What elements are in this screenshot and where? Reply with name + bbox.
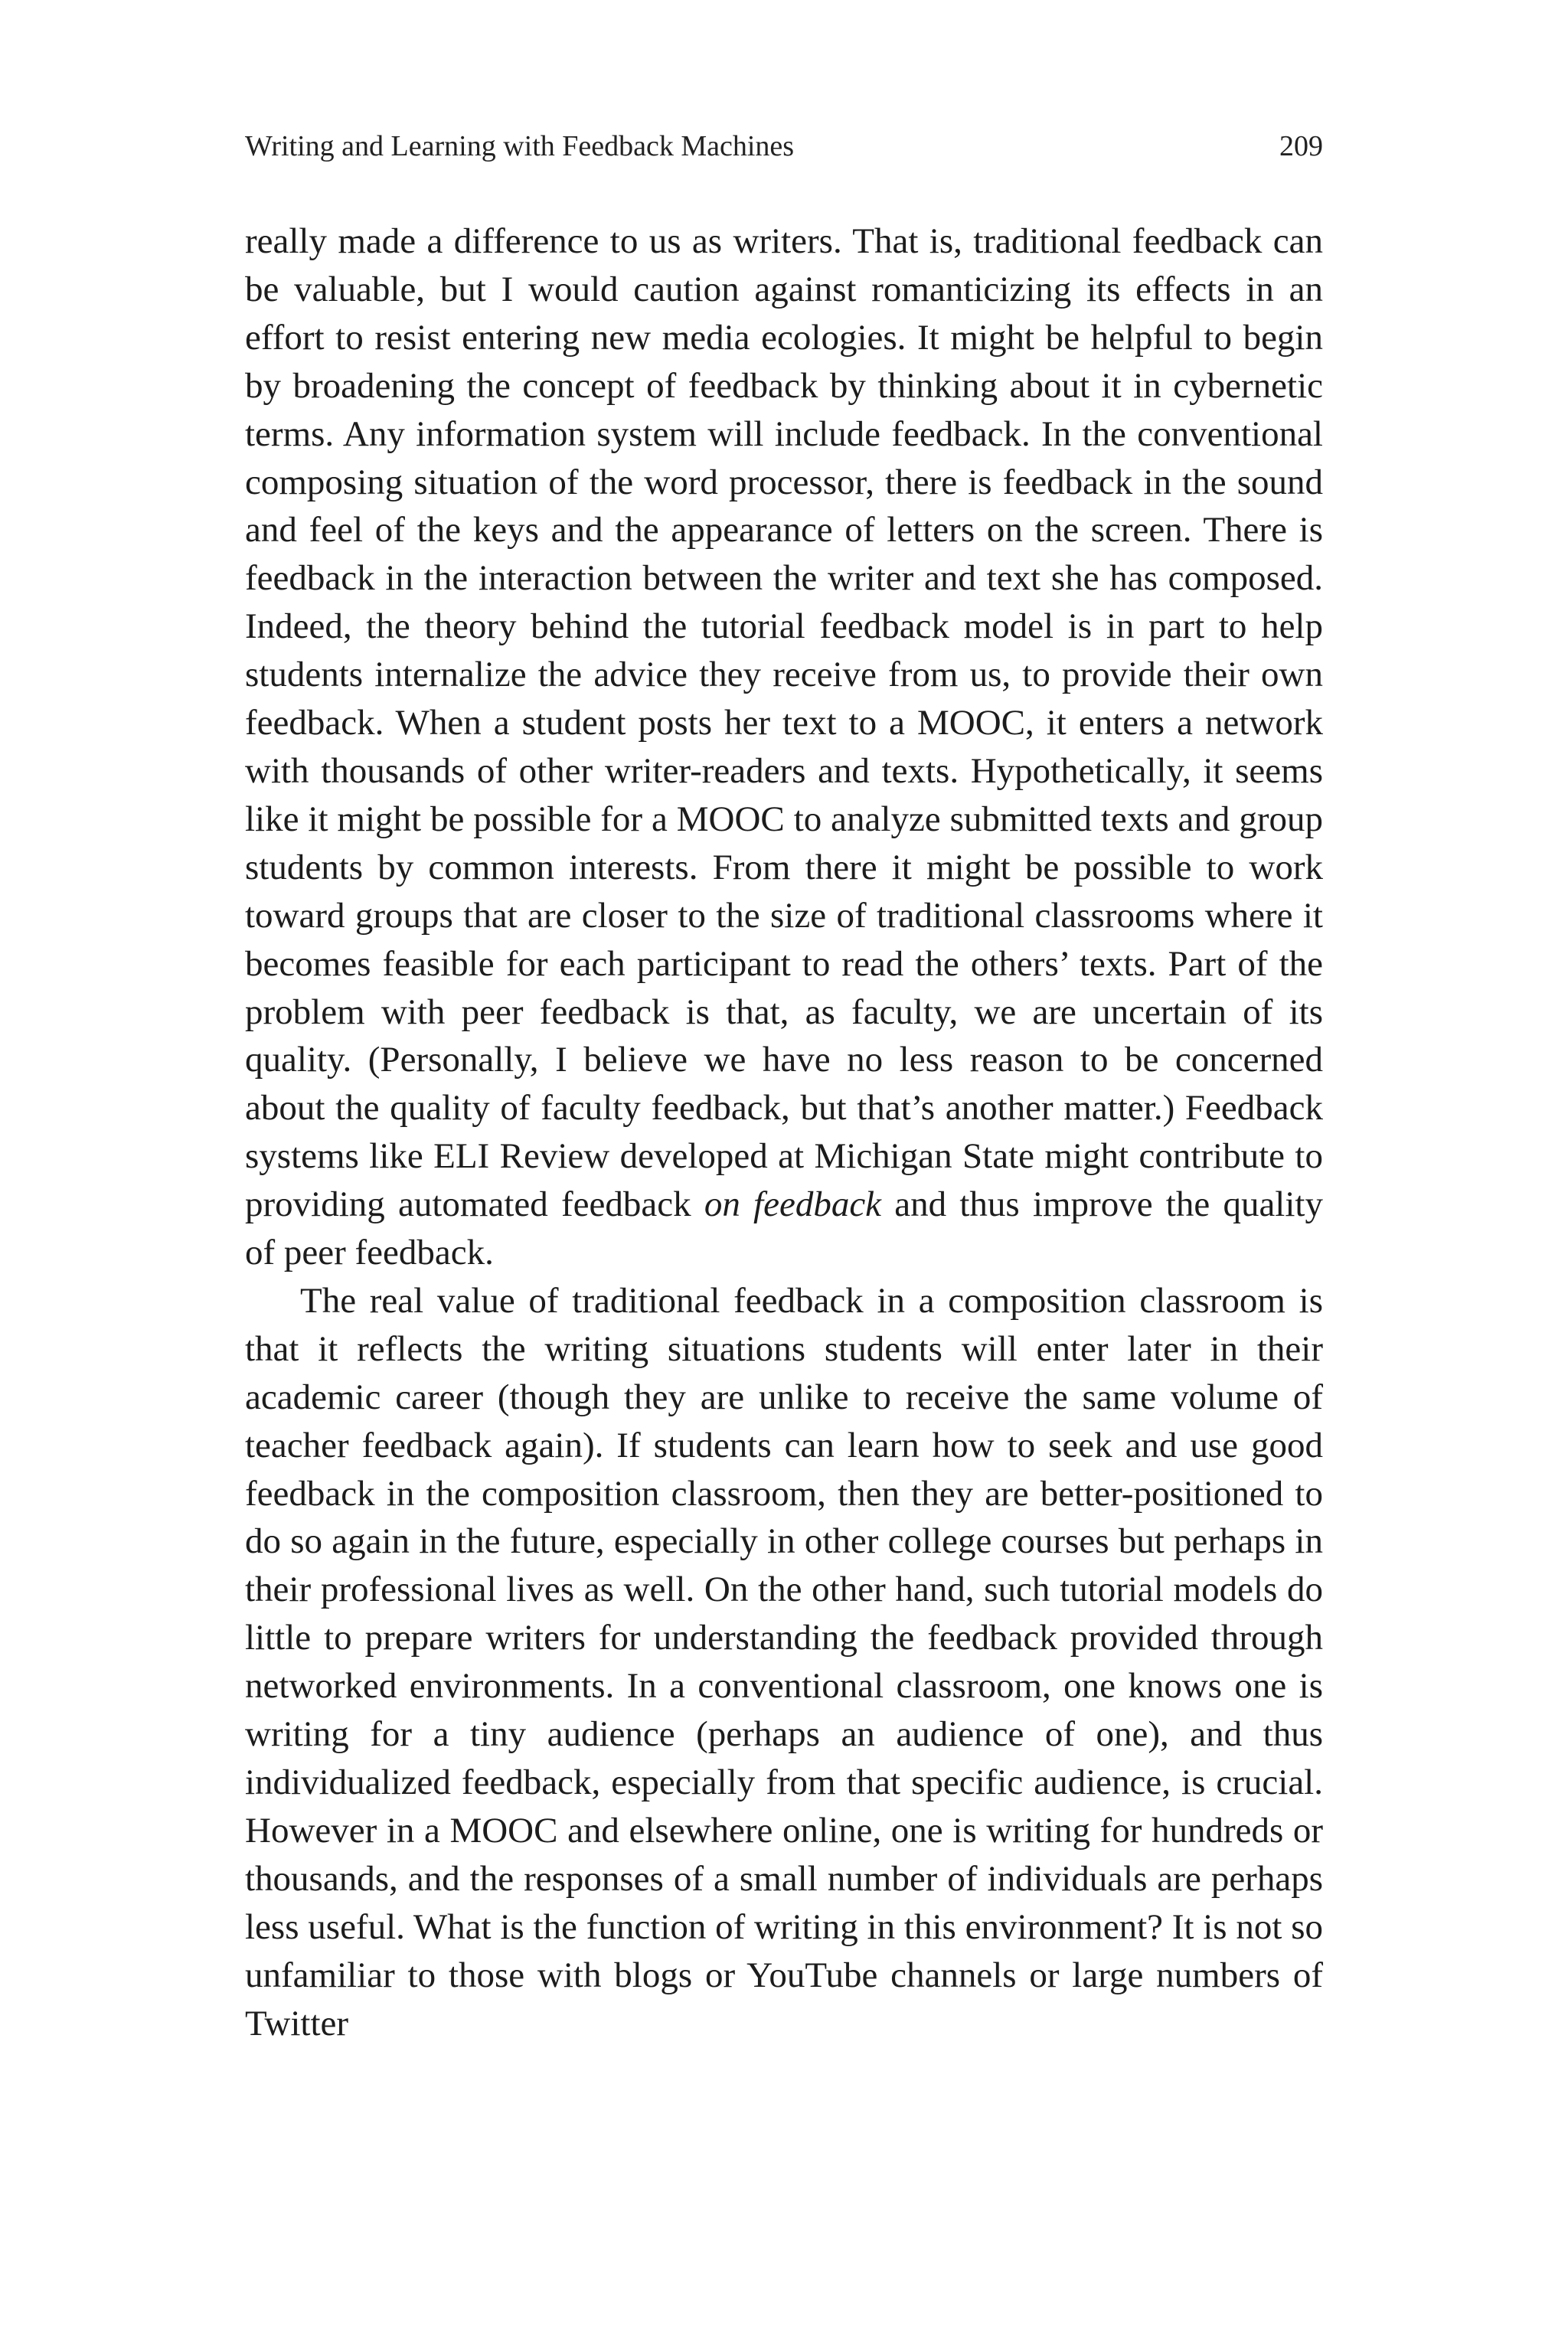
paragraph-1-text-end: and thus improve the quality of peer feedback.: [245, 1184, 1323, 1273]
paragraph-1: [245, 217, 1323, 1277]
running-head-title: Writing and Learning with Feedback Machines: [245, 130, 795, 162]
paragraph-1-emphasis: on feedback: [704, 1184, 882, 1225]
paragraph-2: The real value of traditional feedback in a composition classroom is that it reflects the writing situations students will enter later in their academic career (though they are unlike to receive the same volume of teacher feedback again). If students can learn how to seek and use good feedback in the composition classroom, then they are better-positioned to do so again in the future, especially in other college courses but perhaps in their professional lives as well. On the other hand, such tutorial models do little to prepare writers for understanding the feedback provided through networked environments. In a conventional classroom, one knows one is writing for a tiny audience (perhaps an audience of one), and thus individualized feedback, especially from that specific audience, is crucial. However in a MOOC and elsewhere online, one is writing for hundreds or thousands, and the responses of a small number of individuals are perhaps less useful. What is the function of writing in this environment? It is not so unfamiliar to those with blogs or YouTube channels or large numbers of Twitter: [245, 1280, 1323, 2043]
paragraph-1-text: really made a difference to us as writers. That is, traditional feedback can be valuable, but I would caution against romanticizing its effects in an effort to resist entering new media ecologies. It might be helpful to begin by broadening the concept of feedback by thinking about it in cybernetic terms. Any information system will include feedback. In the conventional composing situation of the word processor, there is feedback in the sound and feel of the keys and the appearance of letters on the screen. There is feedback in the interaction between the writer and text she has composed. Indeed, the theory behind the tutorial feedback model is in part to help students internalize the advice they receive from us, to provide their own feedback. When a student posts her text to a MOOC, it enters a network with thousands of other writer-readers and texts. Hypothetically, it seems like it might be possible for a MOOC to analyze submitted texts and group students by common interests. From there it might be possible to work toward groups that are closer to the size of traditional classrooms where it becomes feasible for each participant to read the others’ texts. Part of the problem with peer feedback is that, as faculty, we are uncertain of its quality. (Personally, I believe we have no less reason to be concerned about the quality of faculty feedback, but that’s another matter.) Feedback systems like ELI Review developed at Michigan State might contribute to providing automated feedback: [245, 221, 1323, 1225]
page-number: 209: [1279, 130, 1323, 162]
running-head: [245, 127, 1323, 165]
body-text: [245, 217, 1323, 2047]
